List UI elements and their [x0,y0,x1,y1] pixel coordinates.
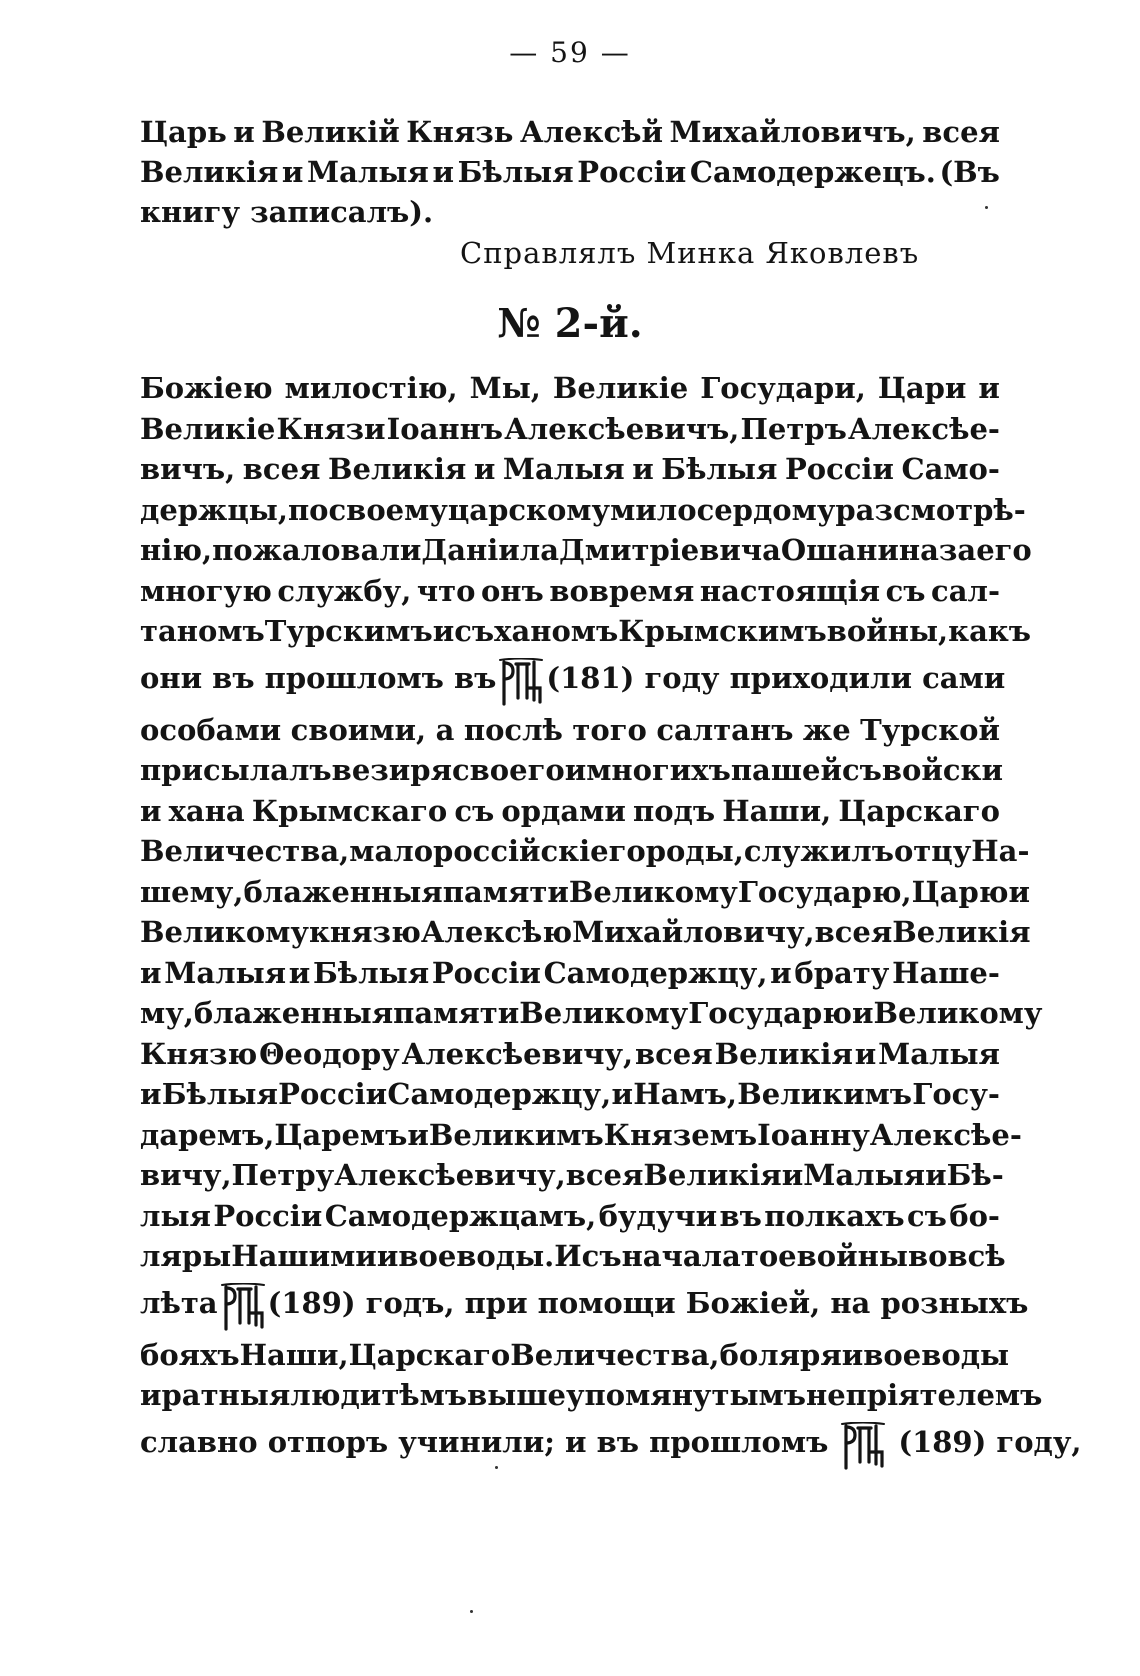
word: Θеодору [259,1036,400,1071]
word: милостію, [284,371,458,405]
word: Алексѣе- [847,411,1000,446]
word: разсмотрѣ- [835,492,1026,527]
word: и [1008,874,1030,909]
word: Великій [261,115,400,149]
word: вичъ, [140,452,236,486]
word: блаженныя [193,996,394,1030]
word: присылалъ [140,753,332,787]
word: всѣ [947,1239,1006,1273]
word: Великія [327,452,467,486]
word: Царскаго [838,793,1000,828]
word: съ [581,1239,622,1273]
word: всея [242,452,321,486]
word: Малыя [502,452,625,486]
word: и [564,753,587,787]
text-line [140,368,1000,409]
word: блаженныя [243,874,443,909]
word: Княземъ [603,1117,758,1152]
word: Крымскимъ [618,614,827,648]
word: какъ [948,614,1032,648]
word: и [854,1036,877,1071]
text-line [140,1236,1006,1277]
text-line [140,1375,1043,1416]
word: Государю, [737,874,912,909]
word: князю [308,915,421,949]
word: Царскаго [348,1337,511,1372]
word: онъ [480,573,544,608]
word: Великимъ [737,1077,913,1111]
text-line [140,993,1043,1034]
word: (Въ [939,155,1000,189]
word: а [435,712,455,747]
word: Алексѣе- [869,1117,1022,1152]
word: Самодержцу, [387,1077,612,1111]
word: и [770,955,792,990]
word: всея [565,1158,644,1192]
word: милосердому [610,492,836,527]
word: за [938,533,977,567]
word: и [233,115,255,149]
word: царскому [447,492,611,527]
word: Іоанну [757,1117,870,1152]
word: Россіи [431,955,541,990]
word: Величества, [510,1337,720,1372]
word: и [376,1239,399,1273]
text-line [140,490,1026,531]
text-line [140,152,1000,192]
word: Петръ [740,411,847,446]
word: многихъ [586,753,731,787]
word: и [140,1077,162,1111]
word: Князю [140,1036,258,1071]
word: Алексѣевичу, [401,1036,634,1071]
word: въ [719,1198,762,1233]
text-line [140,1115,1022,1156]
text-fragment: (181) году приходили сами [546,660,1006,695]
text-line [140,449,1000,490]
word: Государю [688,996,852,1030]
word: же [802,712,851,747]
text-line [140,409,1000,450]
text-line [140,571,1000,612]
previous-document-end [140,112,1000,232]
word: Малыя [164,955,287,990]
word: Россіи [784,452,894,486]
word: Великому [140,915,309,949]
text-line [140,1196,1000,1237]
word: На- [971,834,1030,868]
word: своего [452,753,565,787]
text-line [140,652,1006,710]
word: памяти [442,874,569,909]
word: Князь [406,115,514,149]
word: таномъ [140,614,265,648]
slavonic-numeral-icon [496,658,546,708]
word: Великому [568,874,738,909]
word: вовремя [549,573,695,608]
text-fragment: (189) году, [898,1424,1082,1459]
word: салтанъ [656,712,794,747]
word: малороссійскіе [349,834,609,868]
text-line [140,112,1000,152]
slavonic-numeral-icon [218,1283,268,1333]
word: отцу [893,834,972,868]
word: и [140,1378,162,1412]
word: тѣмъ [381,1378,468,1412]
word: подъ [632,793,716,828]
word: Россіи [213,1198,323,1233]
word: войны, [826,614,949,648]
word: Алексѣевичу, [334,1158,566,1192]
text-line [140,912,1031,953]
word: пашей [730,753,842,787]
word: и [841,1337,864,1372]
word: войски [881,753,1003,787]
word: Ошанина [780,533,939,567]
word: Алексѣю [420,915,573,949]
word: и [611,1077,633,1111]
word: Царю [911,874,1009,909]
word: многую [140,573,272,608]
word: Бѣлыя [161,1077,278,1111]
word: во [907,1239,948,1273]
text-line: книгу записалъ). [140,195,434,229]
word: его [976,533,1032,567]
word: Великія [643,1158,782,1192]
word: брату [794,955,890,990]
word: Намъ, [633,1077,737,1111]
word: по [287,492,329,527]
text-line [140,831,1030,872]
word: воеводы. [398,1239,555,1273]
page-number: — 59 — [509,36,631,69]
word: му, [140,996,194,1030]
word: своему [328,492,448,527]
text-line [140,750,1003,791]
text-fragment: они въ прошломъ въ [140,660,497,695]
word: Турской [860,712,1000,747]
word: и [140,793,162,828]
word: Величества, [140,834,350,868]
word: и [432,155,454,189]
text-line [140,1074,1000,1115]
word: Даніила [421,533,559,567]
word: непріятелемъ [805,1378,1043,1412]
word: памяти [393,996,520,1030]
word: И [554,1239,582,1273]
word: войны [796,1239,908,1273]
word: и [978,371,1000,405]
word: держцы, [140,492,288,527]
word: и [281,155,304,189]
text-line [140,710,1000,751]
word: нію, [140,533,213,567]
word: Россіи [577,155,687,189]
word: ордами [501,793,626,828]
word: и [851,996,874,1030]
slavonic-numeral-icon [838,1422,888,1472]
word: Князи [276,411,386,446]
word: Великому [873,996,1043,1030]
text-line [140,953,1000,994]
word: сал- [931,573,1000,608]
word: и [432,614,455,648]
word: всея [635,1036,713,1071]
word: Цари [877,371,967,405]
word: особами [140,712,282,747]
word: Царь [140,115,227,149]
text-fragment: (189) годъ, при помощи Божіей, на розныхъ [267,1285,1029,1320]
word: и [473,452,496,486]
word: и [140,955,162,990]
word: Божіею [140,371,273,405]
document-number: № 2-й. [497,300,643,347]
text-line [140,1034,1000,1075]
word: Государи, [700,371,866,405]
word: полкахъ [764,1198,905,1233]
text-line [140,611,1032,652]
word: Великому [519,996,689,1030]
word: Алексѣевичъ, [504,411,740,446]
print-speck [470,1610,473,1613]
word: Малыя [878,1036,1000,1071]
word: всея [922,115,1000,149]
word: везиря [331,753,452,787]
word: будучи [598,1198,718,1233]
word: лыя [140,1198,211,1233]
word: Великія [140,155,279,189]
word: бо- [949,1198,1000,1233]
word: послѣ [463,712,563,747]
word: Госу- [912,1077,1000,1111]
word: Алексѣй [519,115,664,149]
word: съ [454,793,495,828]
word: хана [168,793,245,828]
text-line [140,1335,1010,1376]
word: и [781,1158,804,1192]
word: Дмитріевича [559,533,781,567]
word: того [572,712,647,747]
word: Малыя [307,155,429,189]
word: Великія [892,915,1031,949]
word: Бѣ- [946,1158,1004,1192]
print-speck [495,1466,498,1469]
text-fragment: славно отпоръ учинили; и въ прошломъ [140,1424,829,1459]
word: вичу, [140,1158,232,1192]
word: Михайловичу, [572,915,815,949]
document-body [140,368,1082,1474]
word: Самодержцу, [543,955,768,990]
word: ляры [140,1239,232,1273]
word: тое [740,1239,797,1273]
word: Россіи [278,1077,388,1111]
word: служилъ [743,834,894,868]
word: всея [814,915,893,949]
print-speck [985,206,988,209]
word: службу, [277,573,412,608]
word: Бѣлыя [457,155,574,189]
word: даремъ, [140,1117,275,1152]
word: Само- [901,452,1000,486]
word: съ [885,573,926,608]
word: воеводы [863,1337,1010,1372]
word: Царемъ [274,1117,408,1152]
word: Самодержецъ. [689,155,936,189]
word: и [925,1158,947,1192]
word: Великіе [552,371,689,405]
word: Наши, [722,793,832,828]
word: начала [621,1239,741,1273]
word: Петру [231,1158,335,1192]
clerk-signature: Справлялъ Минка Яковлевъ [460,236,920,270]
word: Бѣлыя [313,955,430,990]
word: Наши, [239,1337,349,1372]
word: бояхъ [140,1337,240,1372]
word: Крымскаго [251,793,448,828]
word: вышеупомянутымъ [467,1378,806,1412]
word: съ [841,753,882,787]
word: Самодержцамъ, [324,1198,597,1233]
word: Великія [714,1036,853,1071]
word: ратныя [161,1378,291,1412]
word: Іоаннъ [386,411,504,446]
text-line [140,872,1030,913]
word: ханомъ [494,614,619,648]
word: и [288,955,311,990]
word: настоящія [699,573,881,608]
word: съ [906,1198,947,1233]
word: боляря [719,1337,842,1372]
word: своими, [290,712,427,747]
word: люди [290,1378,382,1412]
word: и [632,452,654,486]
word: Мы, [469,371,541,405]
word: Бѣлыя [661,452,778,486]
word: что [416,573,476,608]
text-fragment: лѣта [140,1285,218,1320]
word: Нашими [231,1239,377,1273]
word: Михайловичъ, [669,115,916,149]
word: Великіе [140,411,276,446]
word: Наше- [892,955,1000,990]
text-line [140,1416,1082,1474]
word: съ [454,614,495,648]
text-line [140,530,1032,571]
text-line [140,1155,1004,1196]
text-line [140,1277,1029,1335]
word: и [407,1117,429,1152]
word: Малыя [803,1158,926,1192]
word: Турскимъ [264,614,433,648]
word: городы, [608,834,744,868]
text-line [140,791,1000,832]
word: Великимъ [428,1117,604,1152]
word: шему, [140,874,244,909]
word: пожаловали [212,533,422,567]
